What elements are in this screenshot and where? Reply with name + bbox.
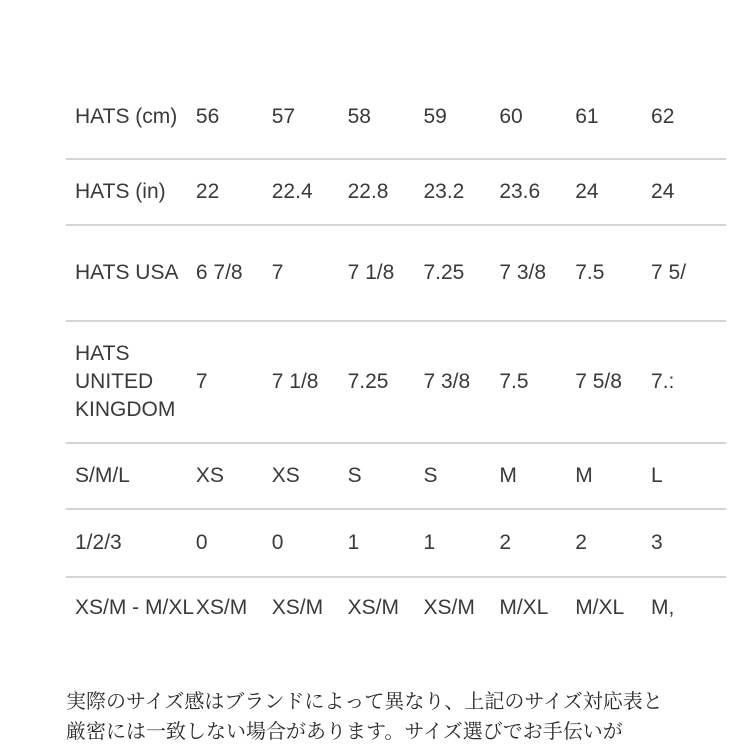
table-row xyxy=(66,577,726,684)
table-cell: 3 xyxy=(650,509,726,577)
table-cell: 0 xyxy=(195,509,271,577)
table-cell: 7 xyxy=(271,225,347,321)
table-cell: 61 xyxy=(574,75,650,159)
table-cell: 2 xyxy=(574,509,650,577)
table-cell: 2 xyxy=(498,509,574,577)
size-chart-table xyxy=(66,75,726,684)
table-cell: 24 xyxy=(650,159,726,225)
table-cell: 6 7/8 xyxy=(195,225,271,321)
row-label: HATS (in) xyxy=(66,159,195,225)
table-cell: 7 1/8 xyxy=(347,225,423,321)
table-cell: M xyxy=(498,443,574,509)
table-cell: XS/M xyxy=(195,596,248,619)
table-cell: 7 3/8 xyxy=(498,225,574,321)
size-chart-container xyxy=(66,0,687,670)
table-cell: 57 xyxy=(271,75,347,159)
table-cell: M/XL xyxy=(575,596,625,619)
row-label: S/M/L xyxy=(66,443,195,509)
table-cell: 23.6 xyxy=(498,159,574,225)
table-cell: M xyxy=(574,443,650,509)
table-row xyxy=(66,159,726,225)
table-cell: 60 xyxy=(498,75,574,159)
table-cell: M/XL xyxy=(499,596,549,619)
table-row xyxy=(66,321,726,443)
table-cell: S xyxy=(347,443,423,509)
table-cell: XS/M xyxy=(423,596,475,619)
table-cell: XS/M xyxy=(271,596,324,619)
table-cell: 7.5 xyxy=(574,225,650,321)
table-row xyxy=(66,509,726,577)
table-cell: 59 xyxy=(422,75,498,159)
table-cell: 1 xyxy=(347,509,423,577)
table-cell: S xyxy=(422,443,498,509)
table-cell: L xyxy=(650,443,726,509)
table-cell: XS xyxy=(271,443,347,509)
table-cell: 7.5 xyxy=(498,321,574,443)
table-cell: 1 xyxy=(422,509,498,577)
table-cell: 7 3/8 xyxy=(422,321,498,443)
table-row xyxy=(66,75,726,159)
table-cell: M, xyxy=(651,596,675,619)
table-cell: 7 5/8 xyxy=(574,321,650,443)
table-cell: 22 xyxy=(195,159,271,225)
row-label: XS/M - M/XL xyxy=(75,596,195,619)
table-cell: 7 xyxy=(195,321,271,443)
table-cell: XS xyxy=(195,443,271,509)
table-cell: 22.8 xyxy=(347,159,423,225)
table-cell: 0 xyxy=(271,509,347,577)
table-cell: 23.2 xyxy=(422,159,498,225)
table-cell: 7 5/ xyxy=(650,225,726,321)
table-cell: 58 xyxy=(347,75,423,159)
table-cell: 7.25 xyxy=(347,321,423,443)
table-row xyxy=(66,225,726,321)
table-row xyxy=(66,443,726,509)
table-cell: 24 xyxy=(574,159,650,225)
table-cell: XS/M xyxy=(347,596,399,619)
row-label: HATS (cm) xyxy=(66,75,195,159)
table-cell: 7.: xyxy=(650,321,726,443)
table-cell: 56 xyxy=(195,75,271,159)
row-label: 1/2/3 xyxy=(66,509,195,577)
table-cell: 22.4 xyxy=(271,159,347,225)
table-cell: 7 1/8 xyxy=(271,321,347,443)
row-label: HATS UNITED KINGDOM xyxy=(66,321,195,443)
size-disclaimer-text: 実際のサイズ感はブランドによって異なり、上記のサイズ対応表と厳密には一致しない場合があります。サイズ選びでお手伝いが xyxy=(66,689,663,743)
row-label: HATS USA xyxy=(66,225,195,321)
table-cell: 7.25 xyxy=(422,225,498,321)
table-cell: 62 xyxy=(650,75,726,159)
